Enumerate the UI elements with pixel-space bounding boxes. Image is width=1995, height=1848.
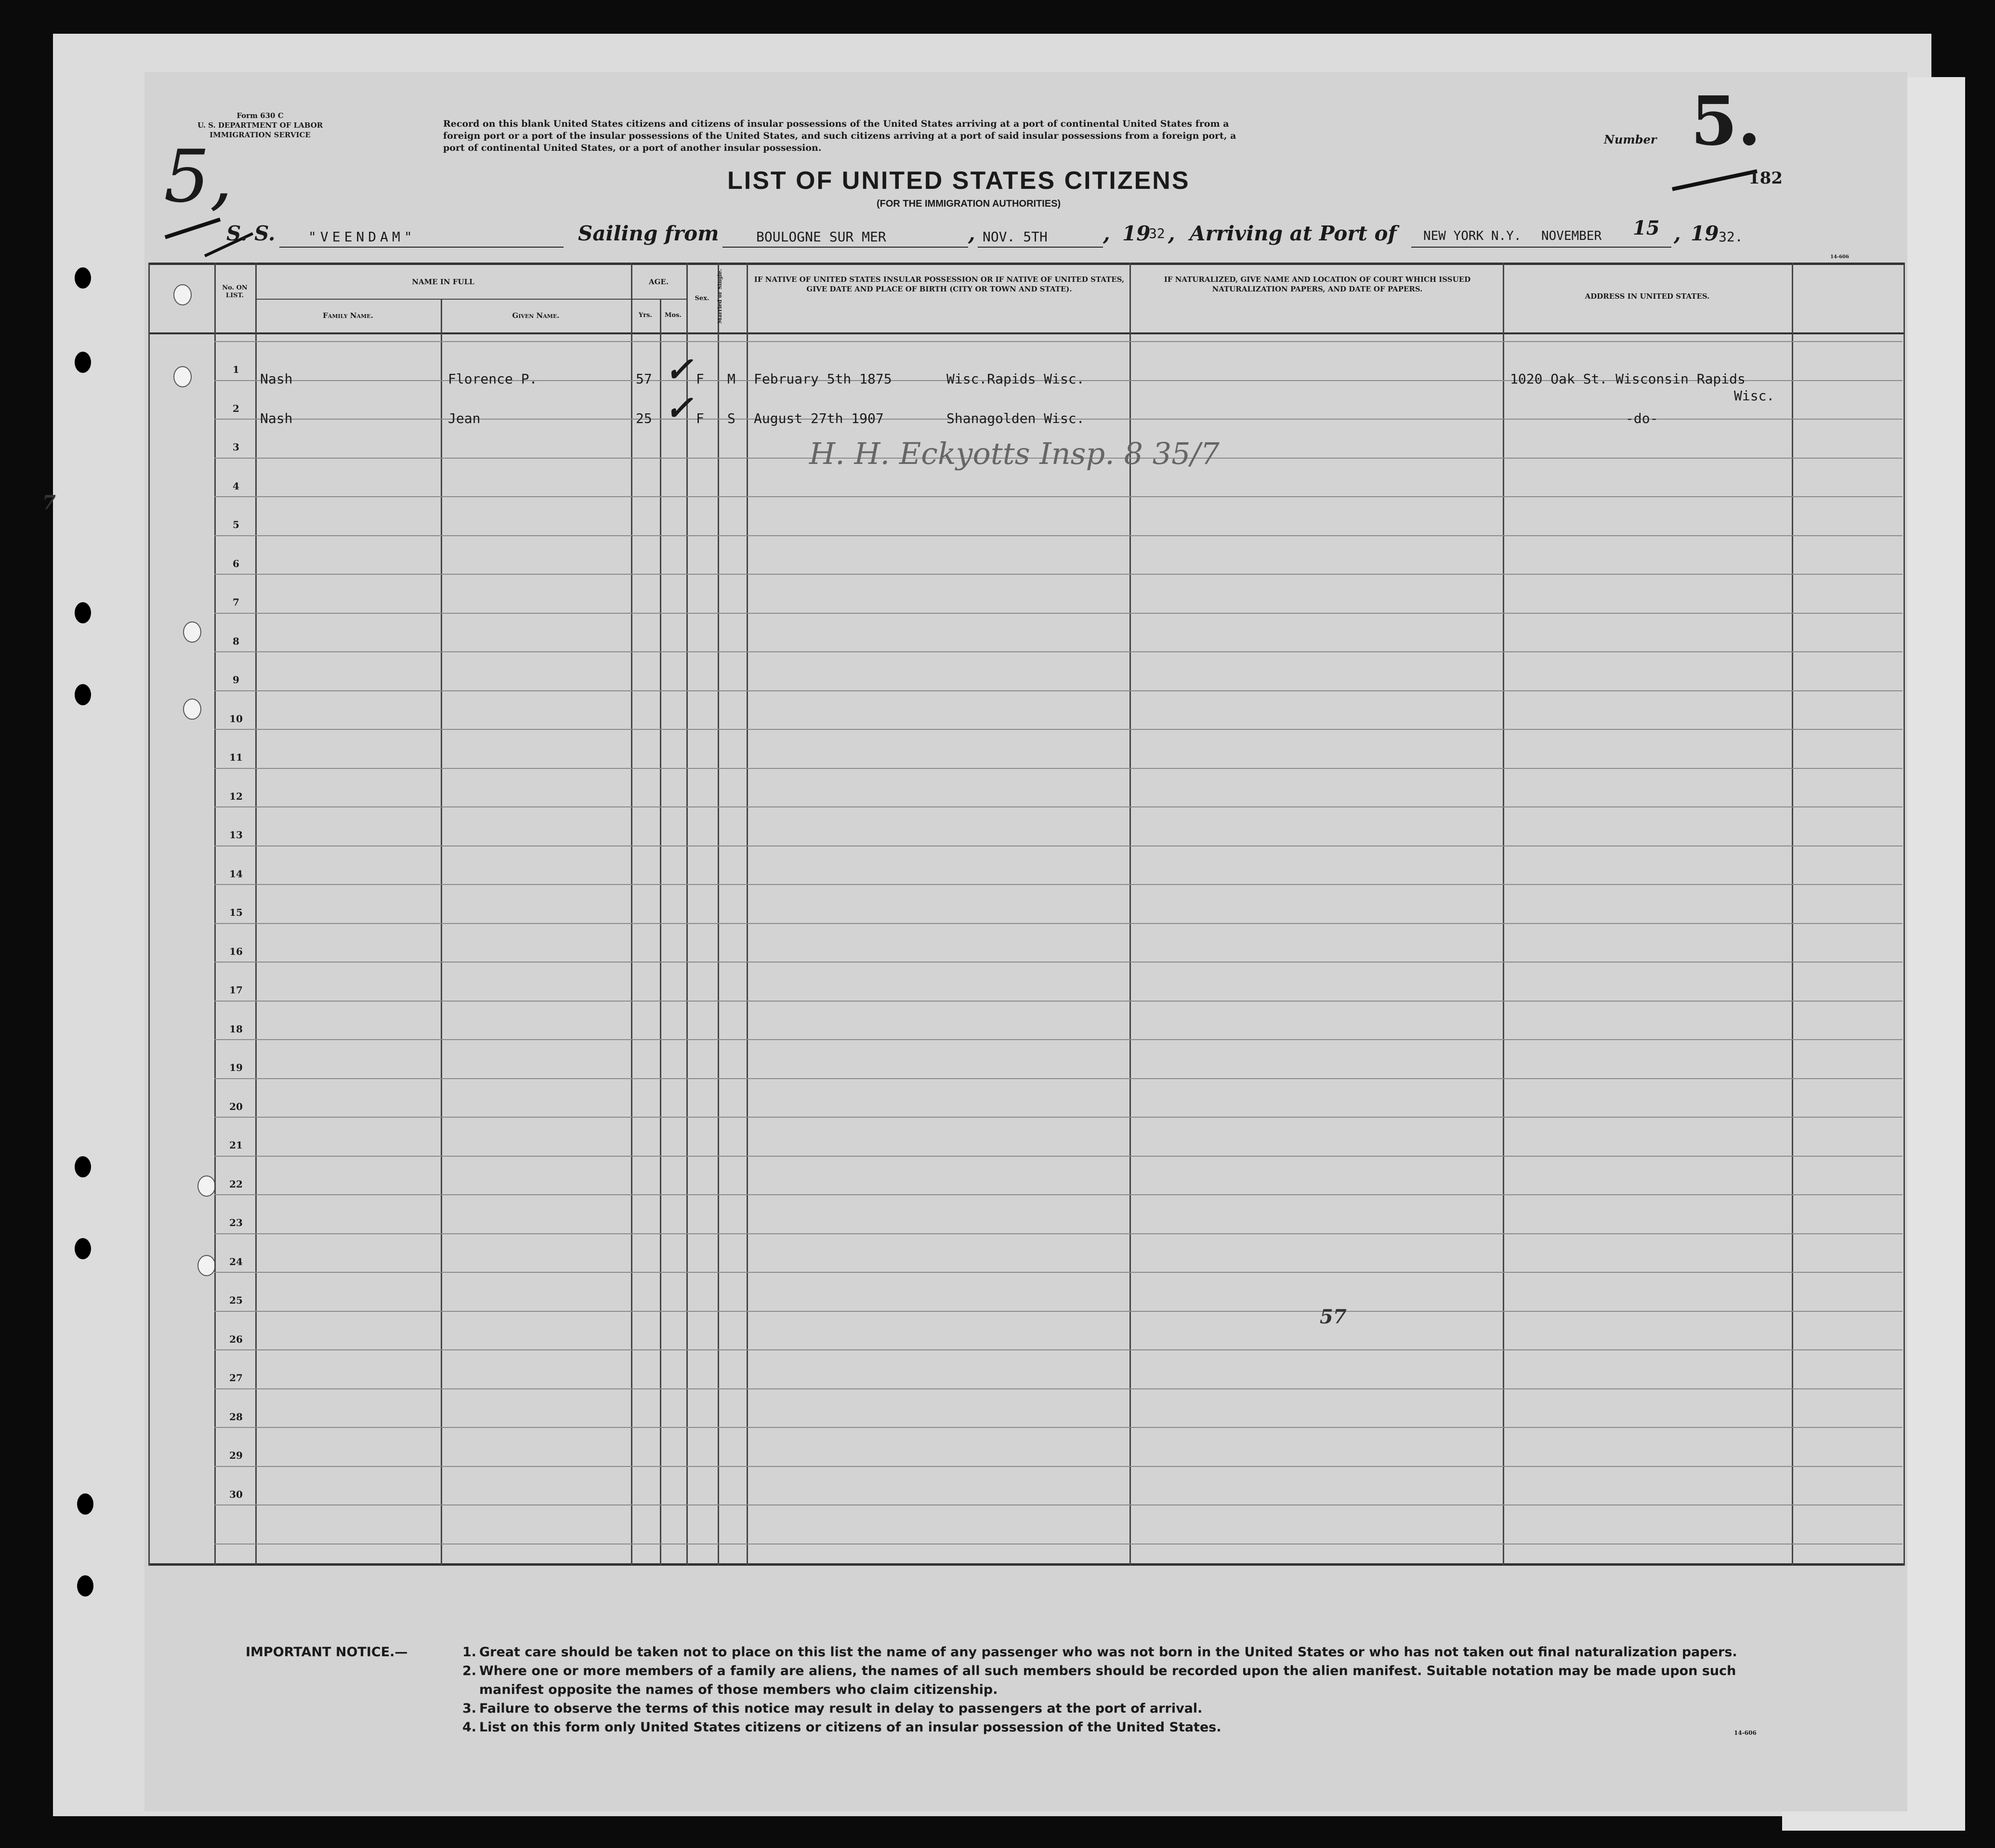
row-number: 13 bbox=[229, 829, 243, 841]
notice-item-text: manifest opposite the names of those members who claim citizenship. bbox=[479, 1682, 998, 1697]
family-name: Nash bbox=[260, 371, 293, 387]
check-mark: ✓ bbox=[665, 349, 693, 389]
notice-item-number: 4. bbox=[462, 1720, 477, 1735]
punch-hole-mark bbox=[197, 1175, 216, 1197]
row-number: 10 bbox=[229, 713, 243, 725]
rule-line bbox=[214, 768, 1903, 769]
instruction-line: Record on this blank United States citizens and citizens of insular possessions of the United States arriving at a port of continental United States from a bbox=[443, 119, 1229, 129]
header-given-name: Given Name. bbox=[512, 311, 560, 320]
rule-line bbox=[214, 884, 1903, 885]
rule-line bbox=[214, 651, 1903, 652]
row-number: 17 bbox=[229, 984, 243, 996]
address-line1: 1020 Oak St. Wisconsin Rapids bbox=[1510, 371, 1746, 387]
family-name: Nash bbox=[260, 410, 293, 426]
ship-name: "VEENDAM" bbox=[308, 229, 416, 245]
sex: F bbox=[696, 371, 704, 387]
rule-line bbox=[214, 729, 1903, 730]
rule-line bbox=[214, 1272, 1903, 1273]
ship-label: S. S. bbox=[226, 222, 276, 245]
page-reference: 182 bbox=[1748, 169, 1783, 188]
given-name: Jean bbox=[448, 410, 481, 426]
punch-hole bbox=[75, 684, 91, 705]
inspector-signature: H. H. Eckyotts Insp. 8 35/7 bbox=[809, 436, 1220, 471]
rule-line bbox=[214, 845, 1903, 846]
rule-line bbox=[214, 806, 1903, 807]
rule-line bbox=[214, 1078, 1903, 1079]
punch-hole-mark bbox=[173, 366, 192, 387]
sex: F bbox=[696, 410, 704, 426]
form-number: Form 630 C bbox=[236, 111, 284, 120]
row-number: 4 bbox=[233, 480, 239, 492]
row-number: 3 bbox=[233, 441, 239, 453]
rule-line bbox=[214, 1039, 1903, 1040]
notice-item-text: Failure to observe the terms of this notice may result in delay to passengers at the port of arrival. bbox=[479, 1701, 1203, 1716]
row-number: 15 bbox=[229, 907, 243, 918]
comma: , bbox=[1103, 222, 1110, 245]
arrival-year-suffix: 32. bbox=[1719, 229, 1743, 245]
header-months: Mos. bbox=[665, 312, 682, 319]
header-address: ADDRESS IN UNITED STATES. bbox=[1585, 292, 1710, 301]
notice-item-number: 2. bbox=[462, 1663, 477, 1678]
important-notice bbox=[246, 1643, 1737, 1737]
rule-line bbox=[214, 962, 1903, 963]
header-family-name: Family Name. bbox=[323, 311, 373, 320]
given-name: Florence P. bbox=[448, 371, 538, 387]
row-number: 11 bbox=[229, 752, 243, 763]
arrival-day: 15 bbox=[1633, 217, 1660, 239]
punch-hole bbox=[75, 352, 91, 373]
row-number: 8 bbox=[233, 635, 239, 647]
punch-hole-mark bbox=[183, 621, 201, 643]
punch-hole bbox=[77, 1493, 93, 1515]
form-instructions bbox=[443, 118, 1236, 154]
row-number: 21 bbox=[229, 1139, 243, 1151]
rule-line bbox=[214, 1233, 1903, 1234]
sailing-port: BOULOGNE SUR MER bbox=[756, 229, 886, 245]
punch-hole bbox=[75, 1238, 91, 1259]
department-name: U. S. DEPARTMENT OF LABOR bbox=[197, 121, 323, 130]
header-age: AGE. bbox=[648, 277, 669, 286]
row-number: 6 bbox=[233, 558, 239, 569]
row-number: 5 bbox=[233, 519, 239, 530]
row-number: 29 bbox=[229, 1450, 243, 1461]
citizens-list-form bbox=[144, 72, 1907, 1811]
footer-code: 14-606 bbox=[1734, 1729, 1757, 1736]
number-label: Number bbox=[1604, 132, 1657, 146]
rule-line bbox=[214, 1466, 1903, 1467]
row-number: 20 bbox=[229, 1101, 243, 1112]
header-sex: Sex. bbox=[695, 295, 709, 302]
notice-item-text: Great care should be taken not to place on this list the name of any passenger who was not born in the United States or who has not taken out final naturalization papers. bbox=[479, 1645, 1737, 1660]
sailing-date: NOV. 5TH bbox=[983, 229, 1048, 245]
check-mark: ✓ bbox=[665, 388, 693, 428]
header-no-on-list: No. ON LIST. bbox=[222, 284, 248, 299]
comma: , bbox=[1168, 222, 1175, 245]
age-years: 25 bbox=[636, 410, 652, 426]
rule-line bbox=[214, 496, 1903, 497]
row-number: 7 bbox=[233, 596, 239, 608]
sailing-year-prefix: 19 bbox=[1122, 222, 1151, 245]
address-line1: -do- bbox=[1626, 410, 1658, 426]
rule-line bbox=[214, 341, 1903, 342]
form-subtitle: (FOR THE IMMIGRATION AUTHORITIES) bbox=[877, 198, 1061, 209]
row-number: 1 bbox=[233, 364, 239, 375]
number-value: 5. bbox=[1691, 82, 1761, 161]
row-number: 27 bbox=[229, 1372, 243, 1384]
rule-line bbox=[214, 574, 1903, 575]
row-number: 14 bbox=[229, 868, 243, 880]
arrival-port: NEW YORK N.Y. bbox=[1423, 229, 1522, 243]
header-birth-info: IF NATIVE OF UNITED STATES INSULAR POSSESSION OR IF NATIVE OF UNITED STATES, GIVE DATE AND PLACE OF BIRTH (CITY OR TOWN AND STATE). bbox=[754, 275, 1125, 293]
row-number: 18 bbox=[229, 1023, 243, 1035]
arrival-month: NOVEMBER bbox=[1541, 229, 1602, 243]
rule-line bbox=[214, 1427, 1903, 1428]
row-number: 16 bbox=[229, 946, 243, 957]
header-naturalized: IF NATURALIZED, GIVE NAME AND LOCATION OF COURT WHICH ISSUED NATURALIZATION PAPERS, AND DATE OF PAPERS. bbox=[1164, 275, 1471, 293]
rule-line bbox=[214, 1388, 1903, 1389]
row-number: 30 bbox=[229, 1489, 243, 1500]
rule-line bbox=[214, 923, 1903, 924]
rule-line bbox=[214, 1194, 1903, 1195]
marital-status: M bbox=[727, 371, 735, 387]
row-number: 23 bbox=[229, 1217, 243, 1228]
comma: , bbox=[968, 222, 975, 245]
row-number: 25 bbox=[229, 1294, 243, 1306]
sailing-year-suffix: 32 bbox=[1149, 225, 1165, 241]
row-number: 19 bbox=[229, 1062, 243, 1073]
rule-line bbox=[214, 613, 1903, 614]
comma: , bbox=[1674, 222, 1681, 245]
punch-hole bbox=[75, 267, 91, 289]
header-years: Yrs. bbox=[639, 312, 652, 319]
number-underline bbox=[1672, 169, 1758, 191]
age-years: 57 bbox=[636, 371, 652, 387]
row-number: 22 bbox=[229, 1178, 243, 1190]
rule-line bbox=[214, 690, 1903, 691]
notice-item-text: Where one or more members of a family are aliens, the names of all such members should be recorded upon the alien manifest. Suitable notation may be made upon such bbox=[479, 1663, 1736, 1678]
rule-line bbox=[214, 1349, 1903, 1350]
punch-hole-mark bbox=[197, 1255, 216, 1276]
row-number: 26 bbox=[229, 1333, 243, 1345]
rule-line bbox=[214, 535, 1903, 536]
mark-underline bbox=[165, 218, 221, 239]
punch-hole bbox=[75, 1156, 91, 1177]
address-line2: Wisc. bbox=[1734, 388, 1775, 404]
instruction-line: port of continental United States, or a port of another insular possession. bbox=[443, 143, 822, 153]
arrival-year-prefix: 19 bbox=[1691, 222, 1719, 245]
margin-number: 57 bbox=[1320, 1306, 1347, 1328]
notice-heading: IMPORTANT NOTICE.— bbox=[246, 1645, 408, 1660]
birth-date: August 27th 1907 bbox=[754, 410, 884, 426]
rule-line bbox=[214, 1001, 1903, 1002]
birth-place: Shanagolden Wisc. bbox=[946, 410, 1085, 426]
row-number: 28 bbox=[229, 1411, 243, 1423]
notice-item-number: 3. bbox=[462, 1701, 477, 1716]
punch-hole bbox=[75, 602, 91, 623]
punch-hole-mark bbox=[173, 284, 192, 305]
marital-status: S bbox=[727, 410, 735, 426]
punch-hole-mark bbox=[183, 699, 201, 720]
header-married-single: Married or Single. bbox=[717, 269, 723, 324]
notice-item-text: List on this form only United States citizens or citizens of an insular possession of the United States. bbox=[479, 1720, 1221, 1735]
left-edge-mark: 7 bbox=[42, 491, 56, 514]
instruction-line: foreign port or a port of the insular possessions of the United States, and such citizens arriving at a port of said insular possessions from a foreign port, a bbox=[443, 131, 1236, 141]
service-name: IMMIGRATION SERVICE bbox=[210, 131, 311, 139]
header-name-in-full: NAME IN FULL bbox=[412, 277, 474, 286]
arriving-label: Arriving at Port of bbox=[1190, 222, 1397, 245]
row-number: 12 bbox=[229, 791, 243, 802]
birth-date: February 5th 1875 bbox=[754, 371, 892, 387]
row-number: 2 bbox=[233, 403, 239, 414]
row-number: 24 bbox=[229, 1256, 243, 1267]
punch-hole bbox=[77, 1575, 93, 1597]
sailing-label: Sailing from bbox=[578, 222, 719, 245]
rule-line bbox=[214, 1311, 1903, 1312]
rule-line bbox=[214, 1156, 1903, 1157]
printer-code: 14-606 bbox=[1830, 254, 1849, 260]
rule-line bbox=[214, 1117, 1903, 1118]
birth-place: Wisc.Rapids Wisc. bbox=[946, 371, 1085, 387]
left-page-mark: 5, bbox=[164, 135, 233, 219]
form-title: LIST OF UNITED STATES CITIZENS bbox=[727, 167, 1190, 195]
notice-item-number: 1. bbox=[462, 1645, 477, 1660]
row-number: 9 bbox=[233, 674, 239, 686]
